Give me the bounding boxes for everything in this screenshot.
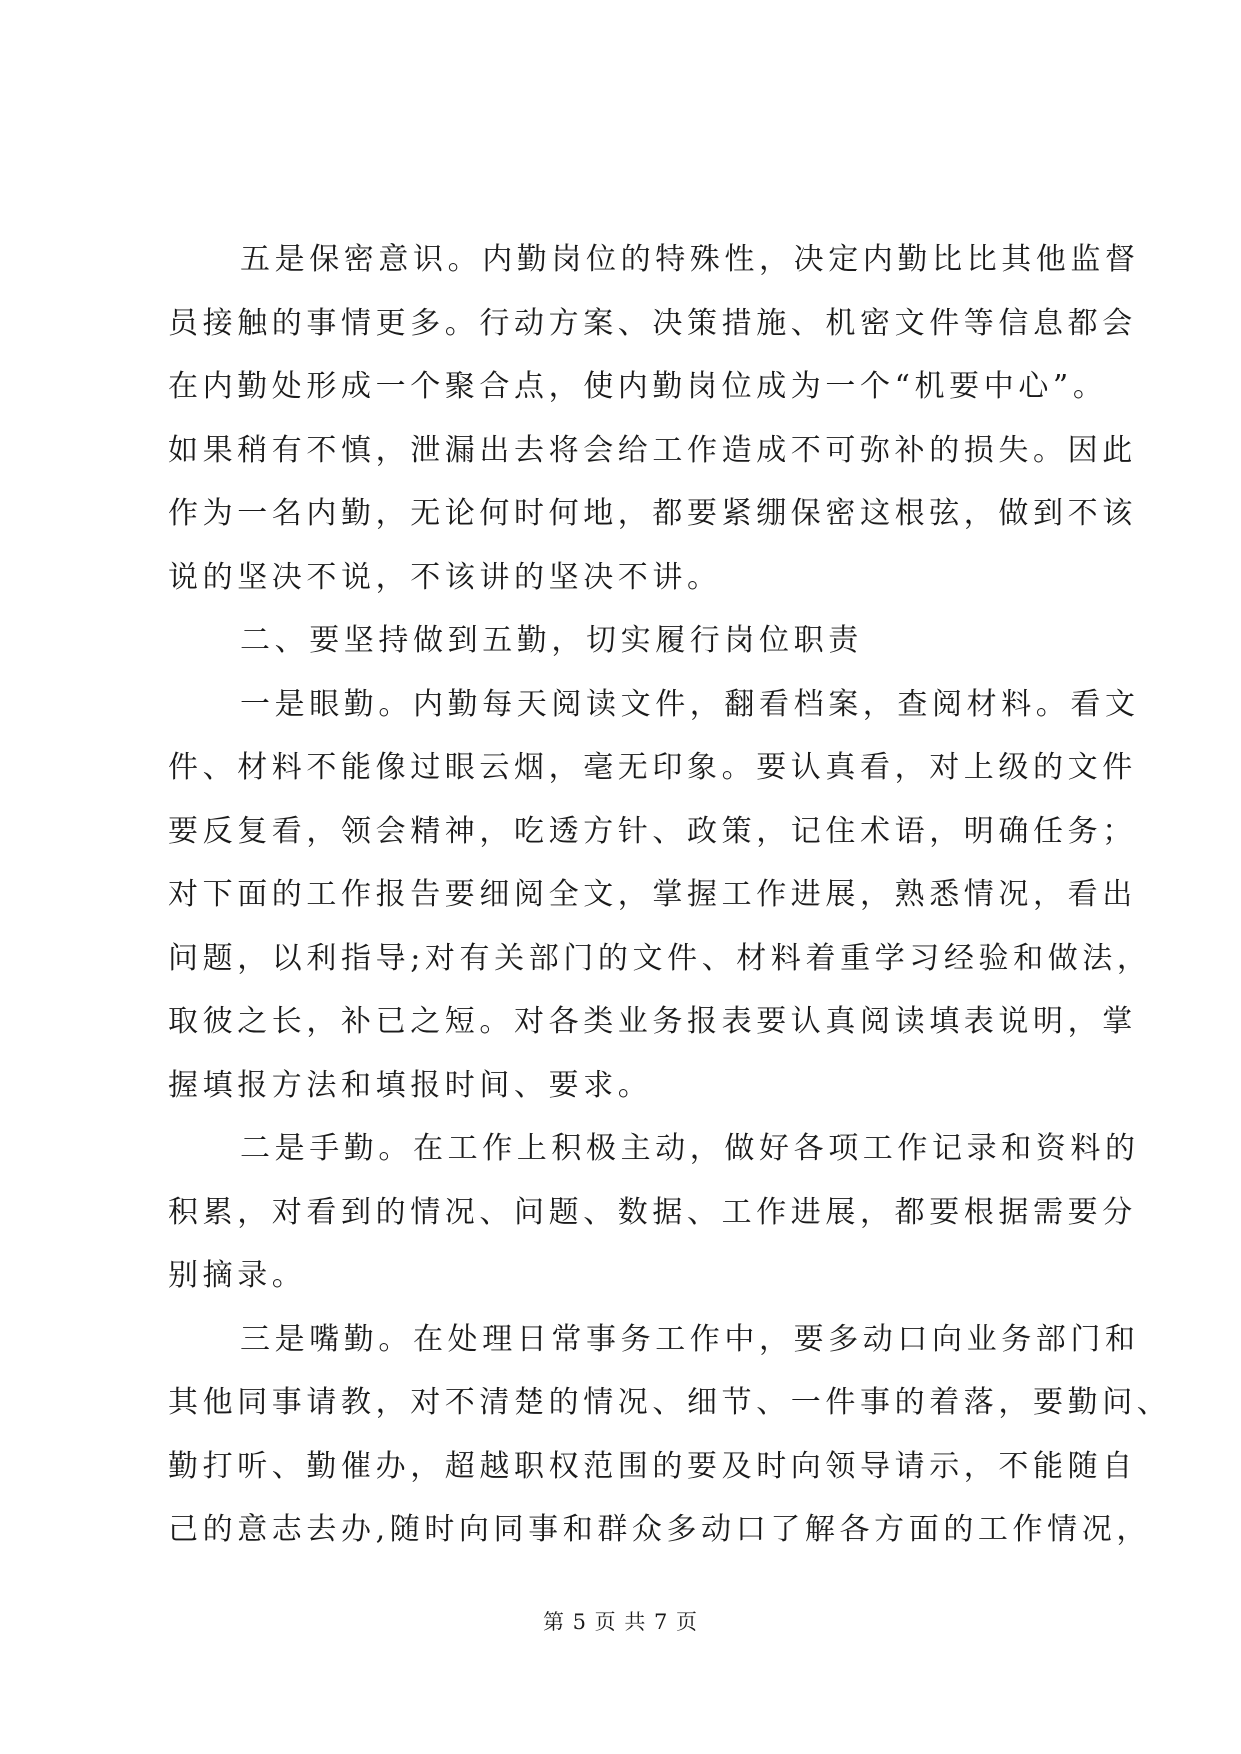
paragraph-line: 在内勤处形成一个聚合点，使内勤岗位成为一个“机要中心”。 (168, 369, 1108, 404)
paragraph-line: 一是眼勤。内勤每天阅读文件，翻看档案，查阅材料。看文 (240, 686, 1140, 722)
paragraph-line: 说的坚决不说，不该讲的坚决不讲。 (168, 559, 722, 595)
paragraph-line: 员接触的事情更多。行动方案、决策措施、机密文件等信息都会 (168, 305, 1137, 341)
document-body (168, 228, 1172, 1562)
paragraph-line: 己的意志去办,随时向同事和群众多动口了解各方面的工作情况， (168, 1512, 1151, 1547)
paragraph-line: 别摘录。 (168, 1258, 307, 1293)
paragraph-line: 件、材料不能像过眼云烟，毫无印象。要认真看，对上级的文件 (168, 750, 1137, 785)
page-number-footer: 第 5 页 共 7 页 (542, 1610, 699, 1634)
paragraph-line: 其他同事请教，对不清楚的情况、细节、一件事的着落，要勤问、 (168, 1385, 1172, 1420)
paragraph-line: 勤打听、勤催办，超越职权范围的要及时向领导请示，不能随自 (168, 1448, 1137, 1484)
section-heading: 二、要坚持做到五勤，切实履行岗位职责 (240, 623, 863, 658)
paragraph-line: 对下面的工作报告要细阅全文，掌握工作进展，熟悉情况，看出 (168, 877, 1137, 912)
paragraph-line: 如果稍有不慎，泄漏出去将会给工作造成不可弥补的损失。因此 (168, 432, 1137, 468)
paragraph-line: 要反复看，领会精神，吃透方针、政策，记住术语，明确任务； (168, 813, 1137, 849)
paragraph-line: 握填报方法和填报时间、要求。 (168, 1067, 653, 1103)
paragraph-line: 五是保密意识。内勤岗位的特殊性，决定内勤比比其他监督 (240, 242, 1140, 277)
paragraph-line: 二是手勤。在工作上积极主动，做好各项工作记录和资料的 (240, 1131, 1140, 1166)
paragraph-line: 取彼之长，补已之短。对各类业务报表要认真阅读填表说明，掌 (168, 1004, 1137, 1039)
paragraph-line: 作为一名内勤，无论何时何地，都要紧绷保密这根弦，做到不该 (168, 496, 1137, 531)
paragraph-line: 三是嘴勤。在处理日常事务工作中，要多动口向业务部门和 (240, 1321, 1140, 1357)
paragraph-line: 积累，对看到的情况、问题、数据、工作进展，都要根据需要分 (168, 1194, 1137, 1230)
paragraph-line: 问题，以利指导;对有关部门的文件、材料着重学习经验和做法， (168, 940, 1152, 976)
